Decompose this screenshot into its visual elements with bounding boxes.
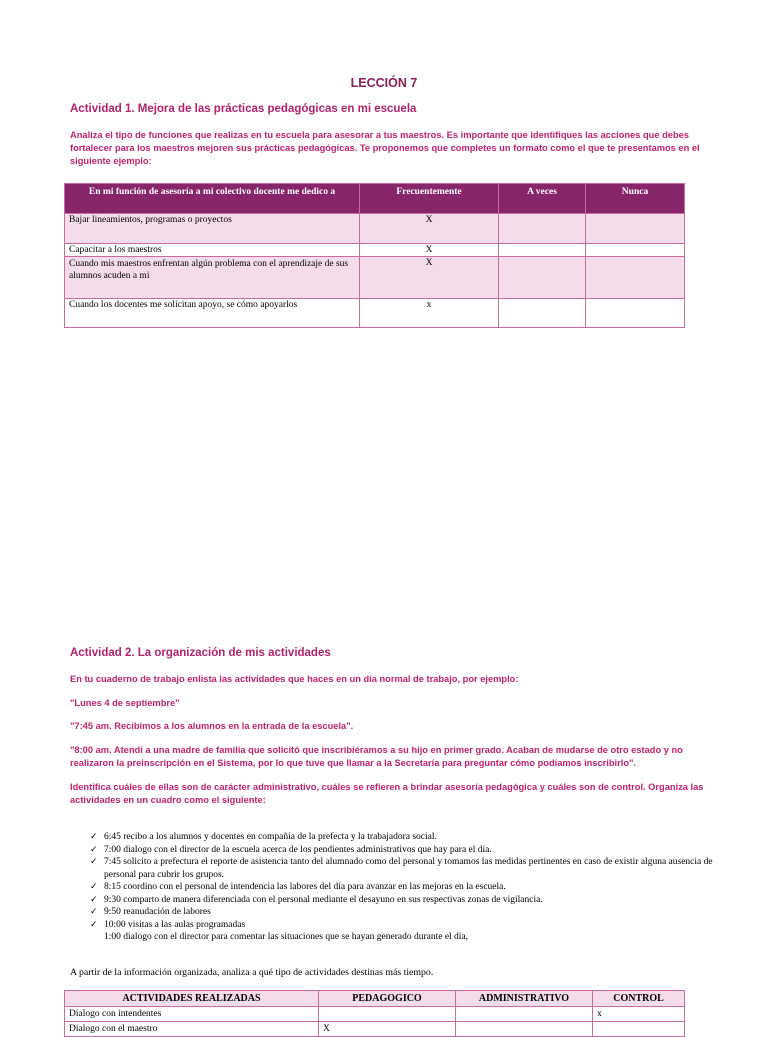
list-item [90,844,720,857]
list-item [90,881,720,894]
activity-text: 7:00 dialogo con el director de la escuela acerca de los pendientes administrativos que hay para el día. [104,844,492,855]
activity-text: 8:15 coordino con el personal de intendencia las labores del día para avanzar en las mejoras en la escuela. [104,882,506,892]
header-function: En mi función de asesoría a mi colectivo docente me dedico a [65,184,360,214]
header-administrativo: ADMINISTRATIVO [456,991,593,1007]
control-cell: x [593,1007,685,1022]
header-control: CONTROL [593,991,685,1007]
checkmark-icon: ✓ [90,919,98,930]
administrativo-cell [456,1007,593,1022]
frecuentemente-cell: X [360,214,499,244]
pedagogico-cell [319,1007,456,1022]
activity-text: 1:00 dialogo con el director para comentar las situaciones que se hayan generado durante el día, [104,932,469,942]
table-row [65,214,685,244]
frecuentemente-cell: X [360,257,499,299]
actividad-cell: Dialogo con el maestro [65,1022,319,1037]
checkmark-icon: ✓ [90,882,98,892]
list-item [90,894,720,907]
activity2-intro: En tu cuaderno de trabajo enlista las actividades que haces en un día normal de trabajo, por ejemplo: [70,674,519,684]
list-item [90,831,720,844]
actividad-cell: Dialogo con intendentes [65,1007,319,1022]
table-row [65,257,685,299]
table-row [65,244,685,257]
activity1-instructions: Analiza el tipo de funciones que realizas en tu escuela para asesorar a tus maestros. Es importante que identifiques las acciones que debes fortalecer para los maestros mejoren sus prácticas pedagógicas. Te proponemos que completes un formato como el que te presentamos en el siguiente ejemplo: [70,130,700,166]
list-item [90,931,720,944]
table-header-row [65,991,685,1007]
activity-classification-table [64,990,685,1037]
list-item [90,906,720,919]
header-pedagogico: PEDAGOGICO [319,991,456,1007]
function-cell: Bajar lineamientos, programas o proyectos [65,214,360,244]
function-cell: Cuando mis maestros enfrentan algún problema con el aprendizaje de sus alumnos acuden a mi [65,257,360,299]
header-a-veces: A veces [499,184,586,214]
activity2-instructions: Identifica cuáles de ellas son de carácter administrativo, cuáles se refieren a brindar asesoría pedagógica y cuáles son de control. Organiza las actividades en un cuadro como el siguiente: [70,782,704,805]
activity1-heading: Actividad 1. Mejora de las prácticas pedagógicas en mi escuela [70,103,417,115]
nunca-cell [586,257,685,299]
a-veces-cell [499,257,586,299]
list-item [90,856,720,881]
nunca-cell [586,299,685,328]
function-cell: Cuando los docentes me solicitan apoyo, se cómo apoyarlos [65,299,360,328]
checkmark-icon: ✓ [90,857,98,867]
activity-text: 6:45 recibo a los alumnos y docentes en compañía de la prefecta y la trabajadora social. [104,832,437,842]
activity2-example-day: "Lunes 4 de septiembre" [70,698,180,708]
pedagogico-cell: X [319,1022,456,1037]
activity2-example-1: "7:45 am. Recibimos a los alumnos en la entrada de la escuela". [70,721,354,731]
table-header-row [65,184,685,214]
a-veces-cell [499,299,586,328]
header-frecuentemente: Frecuentemente [360,184,499,214]
checkmark-icon: ✓ [90,844,98,855]
checkmark-icon: ✓ [90,907,98,917]
activity-text: 10:00 visitas a las aulas programadas [104,919,246,930]
advisory-functions-table [64,183,685,328]
frecuentemente-cell: x [360,299,499,328]
activity2-example-2: "8:00 am. Atendí a una madre de familia que solicitó que inscribiéramos a su hijo en primer grado. Acaban de mudarse de otro estado y no realizaron la preinscripción en el Sistema, por lo que tuve que llamar a la Secretaría para preguntar cómo podíamos inscribirlo". [70,745,683,768]
header-nunca: Nunca [586,184,685,214]
list-item [90,919,720,932]
activity-text: 9:30 comparto de manera diferenciada con el personal mediante el desayuno en sus respectivas zonas de vigilancia. [104,894,543,905]
activity-text: 7:45 solicito a prefectura el reporte de asistencia tanto del alumnado como del personal y tomamos las medidas pertinentes en caso de existir alguna ausencia de personal para cubrir los grupos. [104,857,713,880]
activity-checklist [90,831,720,944]
table-row [65,1007,685,1022]
nunca-cell [586,214,685,244]
header-actividades: ACTIVIDADES REALIZADAS [65,991,319,1007]
frecuentemente-cell: X [360,244,499,257]
nunca-cell [586,244,685,257]
checkmark-icon: ✓ [90,894,98,905]
checkmark-icon: ✓ [90,832,98,842]
activity2-heading: Actividad 2. La organización de mis actividades [70,647,331,659]
table-row [65,299,685,328]
analysis-prompt: A partir de la información organizada, analiza a qué tipo de actividades destinas más tiempo. [70,967,434,978]
lesson-title: LECCIÓN 7 [350,76,418,90]
activity-text: 9:50 reanudación de labores [104,907,211,917]
function-cell: Capacitar a los maestros [65,244,360,257]
a-veces-cell [499,244,586,257]
a-veces-cell [499,214,586,244]
